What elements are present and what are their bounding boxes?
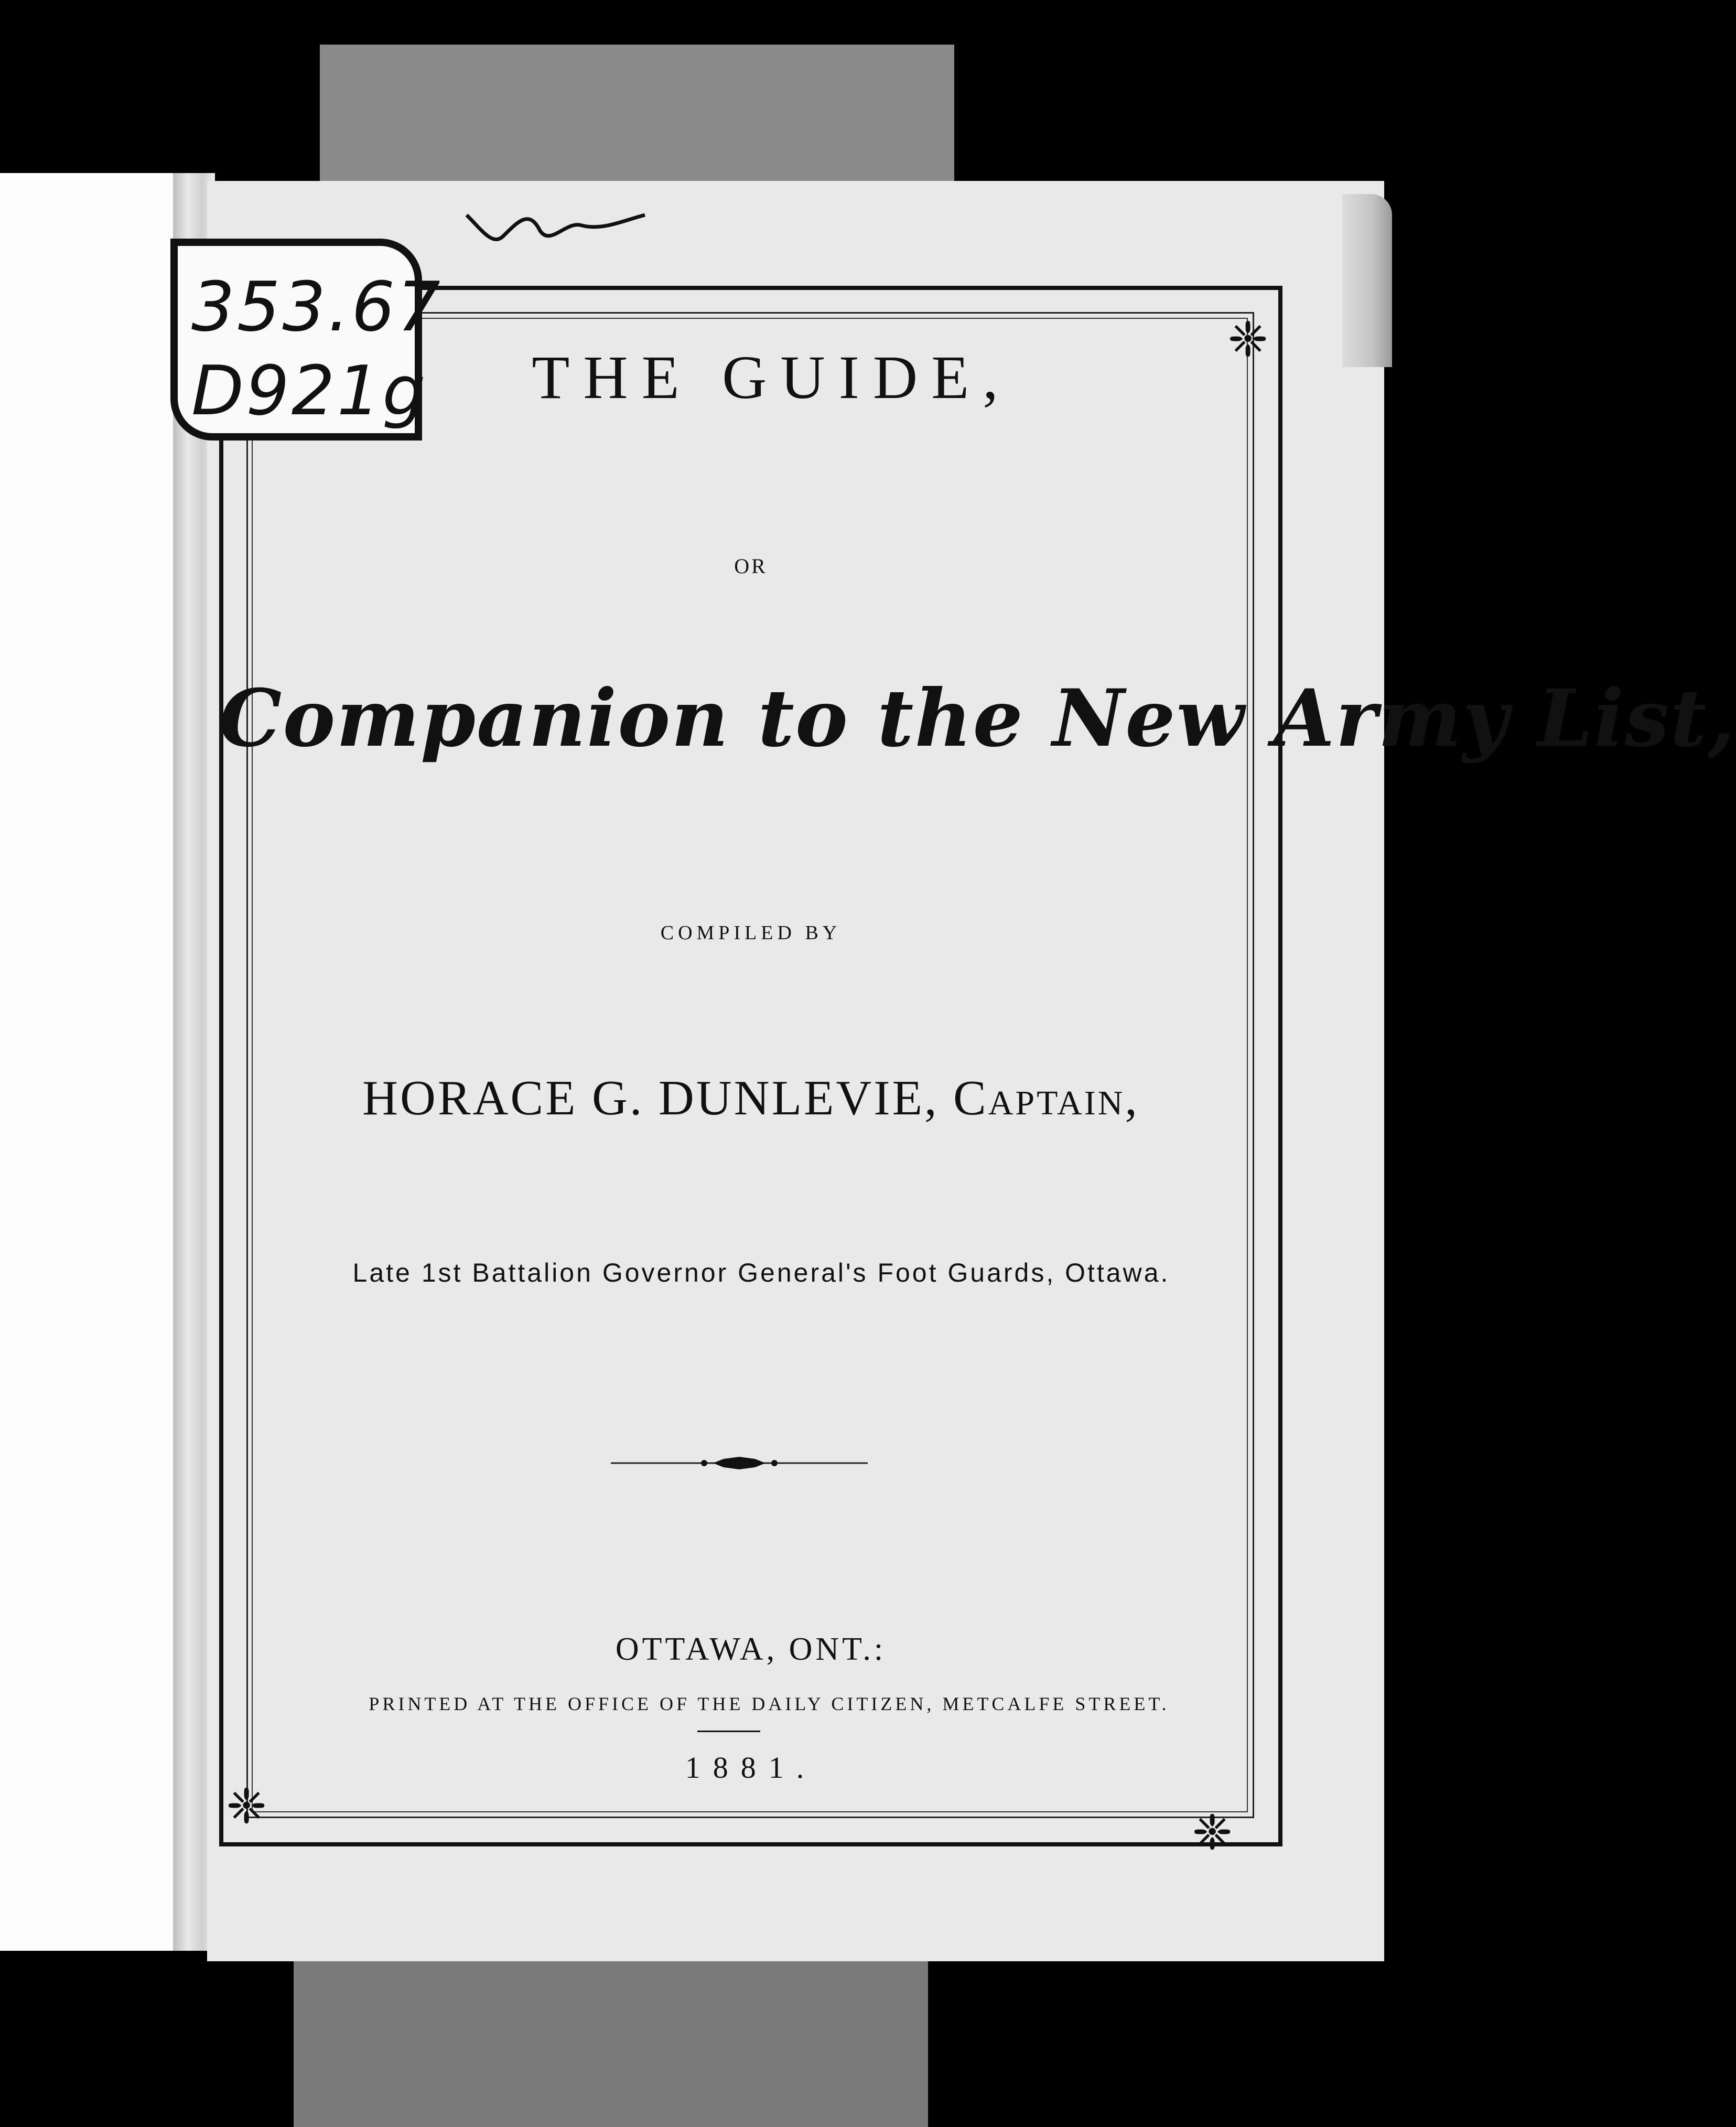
pen-mark	[461, 199, 650, 257]
fleuron-corner-icon: ❈	[226, 1778, 267, 1834]
publication-place: OTTAWA, ONT.:	[615, 1631, 887, 1667]
or-connector: OR	[734, 554, 768, 578]
book-subtitle: Companion to the New Army List,	[219, 672, 1736, 765]
fleuron-corner-icon: ❈	[1192, 1804, 1233, 1861]
page-border-inner-rule	[252, 318, 1248, 1812]
page-corner-curl	[1342, 194, 1392, 367]
book-title: THE GUIDE,	[532, 343, 1012, 412]
publication-year: 1881.	[685, 1750, 817, 1785]
call-number-line-2: D921g	[191, 351, 428, 431]
spine-strip	[0, 173, 176, 1951]
author-name: HORACE G. DUNLEVIE,	[362, 1071, 939, 1125]
printer-line: PRINTED AT THE OFFICE OF THE DAILY CITIZEN, METCALFE STREET.	[369, 1693, 1170, 1714]
scan-background-bottom	[294, 1951, 928, 2127]
call-number-line-1: 353.67	[191, 267, 443, 347]
fleuron-corner-icon: ❈	[1227, 311, 1268, 368]
compiled-by-label: COMPILED BY	[660, 922, 842, 944]
scan-background-top	[320, 45, 954, 186]
short-rule	[697, 1731, 760, 1732]
ornamental-divider-icon	[611, 1453, 868, 1474]
author-affiliation: Late 1st Battalion Governor General's Foot Guards, Ottawa.	[352, 1258, 1170, 1287]
author-rank: Captain,	[953, 1071, 1139, 1125]
author-line	[219, 1067, 1282, 1129]
